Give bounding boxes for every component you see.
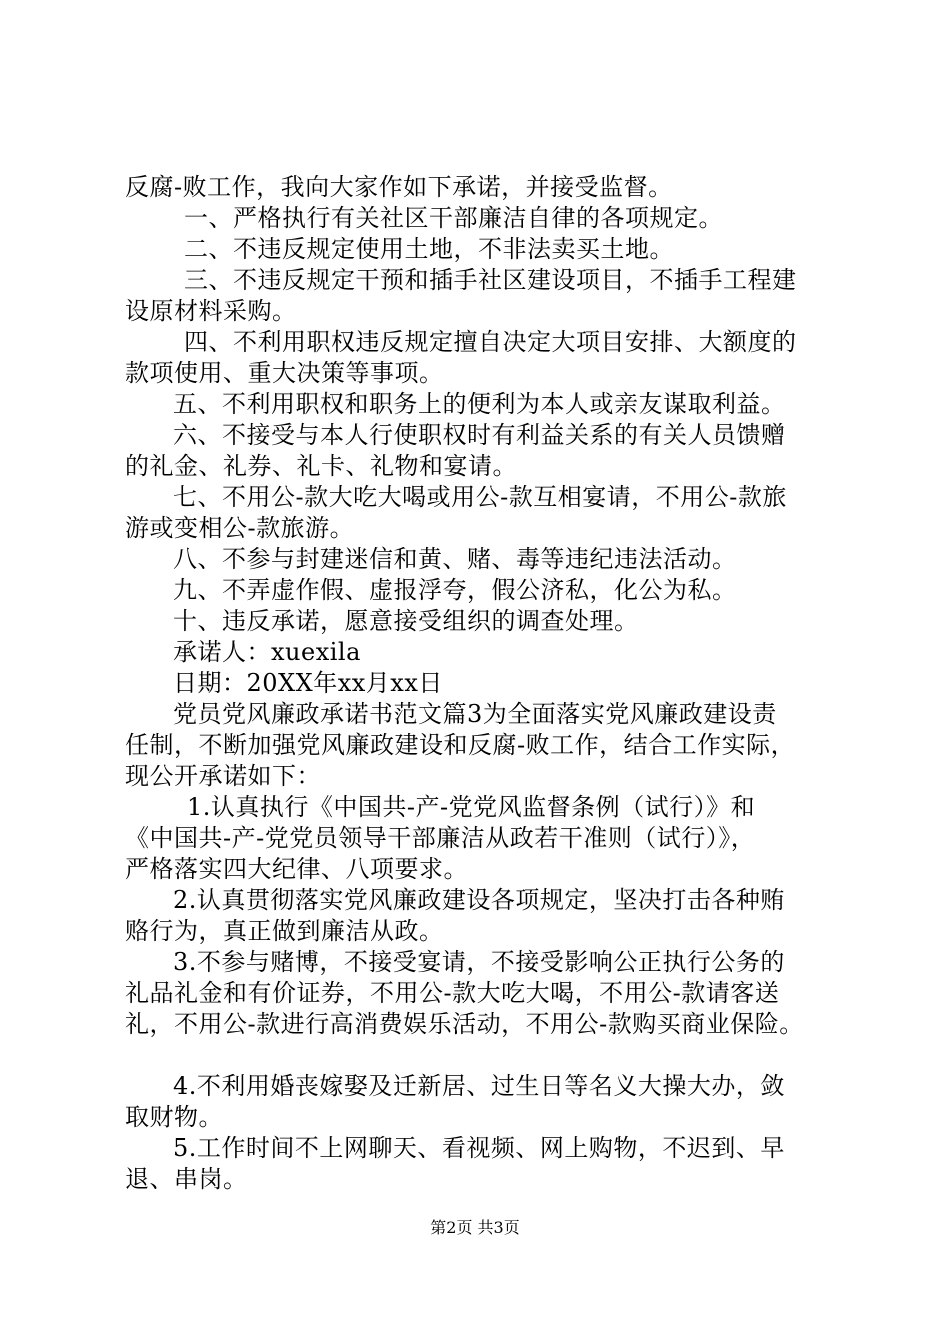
text-line: 六、不接受与本人行使职权时有利益关系的有关人员馈赠 — [173, 421, 786, 449]
text-line: 2.认真贯彻落实党风廉政建设各项规定，坚决打击各种贿 — [173, 886, 785, 914]
text-line: 严格落实四大纪律、八项要求。 — [125, 855, 468, 883]
text-line: 反腐-败工作，我向大家作如下承诺，并接受监督。 — [125, 173, 673, 201]
text-line: 党员党风廉政承诺书范文篇3为全面落实党风廉政建设责 — [173, 700, 777, 728]
text-line: 八、不参与封建迷信和黄、赌、毒等违纪违法活动。 — [173, 545, 737, 573]
text-line: 十、违反承诺，愿意接受组织的调查处理。 — [173, 607, 639, 635]
text-line: 承诺人：xuexila — [173, 638, 361, 666]
text-line: 设原材料采购。 — [125, 297, 297, 325]
text-line: 二、不违反规定使用土地，不非法卖买土地。 — [184, 235, 674, 263]
text-line: 九、不弄虚作假、虚报浮夸，假公济私，化公为私。 — [173, 576, 737, 604]
text-line: 退、串岗。 — [125, 1165, 248, 1193]
text-line: 取财物。 — [125, 1103, 223, 1131]
text-line: 《中国共-产-党党员领导干部廉洁从政若干准则（试行）》， — [125, 824, 756, 852]
text-line: 礼，不用公-款进行高消费娱乐活动，不用公-款购买商业保险。 — [125, 1010, 804, 1038]
document-body — [125, 172, 845, 1195]
text-line: 赂行为，真正做到廉洁从政。 — [125, 917, 444, 945]
text-line: 一、严格执行有关社区干部廉洁自律的各项规定。 — [184, 204, 723, 232]
text-line: 3.不参与赌博，不接受宴请，不接受影响公正执行公务的 — [173, 948, 785, 976]
text-line: 七、不用公-款大吃大喝或用公-款互相宴请，不用公-款旅 — [173, 483, 787, 511]
text-line: 任制，不断加强党风廉政建设和反腐-败工作，结合工作实际， — [125, 731, 796, 759]
text-line: 现公开承诺如下： — [125, 762, 321, 790]
text-line: 1.认真执行《中国共-产-党党风监督条例（试行）》和 — [187, 793, 756, 821]
text-line: 游或变相公-款旅游。 — [125, 514, 355, 542]
text-line: 4.不利用婚丧嫁娶及迁新居、过生日等名义大操大办，敛 — [173, 1072, 785, 1100]
text-line: 日期：20XX年xx月xx日 — [173, 669, 443, 697]
text-line: 五、不利用职权和职务上的便利为本人或亲友谋取利益。 — [173, 390, 786, 418]
text-line: 四、不利用职权违反规定擅自决定大项目安排、大额度的 — [184, 328, 797, 356]
text-line: 款项使用、重大决策等事项。 — [125, 359, 444, 387]
text-line: 5.工作时间不上网聊天、看视频、网上购物，不迟到、早 — [173, 1134, 785, 1162]
text-line: 三、不违反规定干预和插手社区建设项目，不插手工程建 — [184, 266, 797, 294]
blank-line — [125, 1040, 845, 1071]
text-line: 的礼金、礼券、礼卡、礼物和宴请。 — [125, 452, 517, 480]
page-footer: 第2页 共3页 — [430, 1218, 520, 1237]
text-line: 礼品礼金和有价证券，不用公-款大吃大喝，不用公-款请客送 — [125, 979, 780, 1007]
